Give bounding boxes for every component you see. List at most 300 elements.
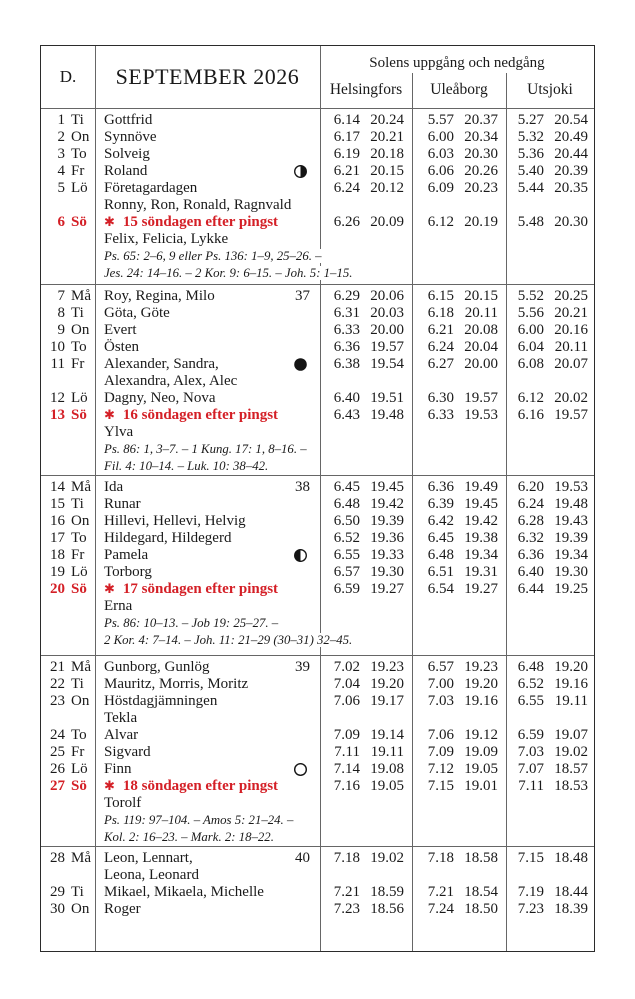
day-number: 14 — [50, 478, 65, 495]
names-cell — [95, 530, 320, 547]
sunrise-time: 6.43 — [333, 406, 360, 423]
star-icon: ✱ — [104, 214, 115, 230]
sunset-time: 20.49 — [554, 128, 588, 145]
sun-times-cell — [412, 390, 506, 407]
scripture-row — [41, 829, 594, 846]
day-row — [41, 356, 594, 373]
weekday-abbr: Sö — [71, 580, 87, 597]
day-row — [41, 390, 594, 407]
sun-times-cell — [412, 659, 506, 676]
sun-times-cell — [506, 676, 593, 693]
day-number: 12 — [50, 389, 65, 406]
day-row — [41, 197, 594, 214]
weekday-abbr: To — [71, 338, 87, 355]
weekday-abbr: Fr — [71, 743, 85, 760]
sun-times-cell — [412, 564, 506, 581]
sun-times-cell — [506, 530, 593, 547]
sun-times-cell — [412, 305, 506, 322]
day-cell — [41, 288, 95, 305]
day-row — [41, 163, 594, 180]
names-cell — [95, 424, 320, 441]
sunset-time: 19.23 — [370, 658, 404, 675]
sunset-time: 19.17 — [370, 692, 404, 709]
sunrise-time: 7.03 — [517, 743, 544, 760]
name-day-names: Runar — [104, 495, 141, 512]
sun-times-cell — [506, 778, 593, 795]
sunset-time: 19.09 — [464, 743, 498, 760]
sun-times-cell — [506, 322, 593, 339]
sunset-time: 19.11 — [370, 743, 404, 760]
sunrise-time: 6.42 — [427, 512, 454, 529]
sunrise-time: 5.44 — [517, 179, 544, 196]
sunrise-time: 6.12 — [517, 389, 544, 406]
weekday-abbr: Må — [71, 658, 91, 675]
sunrise-time: 5.32 — [517, 128, 544, 145]
sunrise-time: 6.09 — [427, 179, 454, 196]
sunrise-time: 6.55 — [517, 692, 544, 709]
sun-times-cell — [412, 581, 506, 598]
names-cell — [95, 761, 320, 778]
day-row — [41, 231, 594, 248]
sunrise-time: 6.45 — [333, 478, 360, 495]
name-day-names: Roger — [104, 900, 141, 917]
name-day-names: Erna — [104, 597, 133, 614]
sunrise-time: 6.00 — [427, 128, 454, 145]
scripture-readings: Ps. 119: 97–104. – Amos 5: 21–24. – — [104, 813, 298, 827]
sun-times-cell — [320, 339, 412, 356]
sunrise-time: 5.27 — [517, 111, 544, 128]
week-number: 39 — [295, 658, 310, 675]
sun-times-cell — [412, 744, 506, 761]
sun-times-cell — [506, 112, 593, 129]
sun-times-cell — [320, 180, 412, 197]
name-day-names: Företagardagen — [104, 179, 198, 196]
day-cell — [41, 180, 95, 197]
day-row — [41, 867, 594, 884]
sunset-time: 19.08 — [370, 760, 404, 777]
sun-times-cell — [506, 407, 593, 424]
day-row — [41, 112, 594, 129]
name-day-names: Hildegard, Hildegerd — [104, 529, 232, 546]
names-cell — [95, 146, 320, 163]
names-cell — [95, 112, 320, 129]
sunset-time: 20.00 — [464, 355, 498, 372]
sunset-time: 18.44 — [554, 883, 588, 900]
day-cell — [41, 146, 95, 163]
day-number: 22 — [50, 675, 65, 692]
sun-times-cell — [412, 530, 506, 547]
sunrise-time: 6.31 — [333, 304, 360, 321]
day-row — [41, 373, 594, 390]
sunset-time: 20.30 — [554, 213, 588, 230]
star-icon: ✱ — [104, 581, 115, 597]
sun-times-cell — [320, 305, 412, 322]
day-row — [41, 146, 594, 163]
sunrise-time: 6.40 — [333, 389, 360, 406]
scripture-readings: Fil. 4: 10–14. – Luk. 10: 38–42. — [104, 459, 273, 473]
sunset-time: 19.39 — [370, 512, 404, 529]
sun-times-cell — [320, 901, 412, 918]
sun-times-cell — [320, 884, 412, 901]
sun-times-cell — [320, 356, 412, 373]
sunset-time: 19.25 — [554, 580, 588, 597]
sunset-time: 19.11 — [554, 692, 588, 709]
day-number: 10 — [50, 338, 65, 355]
sun-times-cell — [412, 761, 506, 778]
sunset-time: 19.49 — [464, 478, 498, 495]
week-number: 40 — [295, 849, 310, 866]
sun-times-cell — [412, 693, 506, 710]
weekday-abbr: Ti — [71, 883, 84, 900]
names-cell — [95, 710, 320, 727]
sunrise-time: 6.27 — [427, 355, 454, 372]
sunrise-time: 6.48 — [333, 495, 360, 512]
day-number: 25 — [50, 743, 65, 760]
day-number: 7 — [57, 287, 65, 304]
day-cell — [41, 547, 95, 564]
sun-times-cell — [506, 884, 593, 901]
sunrise-time: 7.23 — [333, 900, 360, 917]
sunset-time: 19.57 — [370, 338, 404, 355]
name-day-names: Tekla — [104, 709, 138, 726]
sunset-time: 20.37 — [464, 111, 498, 128]
names-cell — [95, 322, 320, 339]
scripture-readings: Ps. 86: 1, 3–7. – 1 Kung. 17: 1, 8–16. – — [104, 442, 312, 456]
week-number: 38 — [295, 478, 310, 495]
sun-times-cell — [320, 676, 412, 693]
feast-day-label: 17 söndagen efter pingst — [122, 580, 279, 597]
city-header-helsingfors: Helsingfors — [329, 81, 403, 99]
name-day-names: Hillevi, Hellevi, Helvig — [104, 512, 246, 529]
sunrise-time: 5.40 — [517, 162, 544, 179]
day-cell — [41, 305, 95, 322]
sunset-time: 20.04 — [464, 338, 498, 355]
sun-times-cell — [412, 884, 506, 901]
sun-times-cell — [506, 496, 593, 513]
day-row — [41, 850, 594, 867]
sunset-time: 19.02 — [370, 849, 404, 866]
name-day-names: Mikael, Mikaela, Michelle — [104, 883, 264, 900]
day-number: 3 — [57, 145, 65, 162]
sunrise-time: 7.21 — [427, 883, 454, 900]
sunrise-time: 7.18 — [333, 849, 360, 866]
sun-times-cell — [412, 547, 506, 564]
names-cell — [95, 180, 320, 197]
sunrise-time: 6.14 — [333, 111, 360, 128]
sun-times-cell — [320, 564, 412, 581]
day-number: 17 — [50, 529, 65, 546]
names-cell — [95, 564, 320, 581]
sunrise-time: 6.21 — [333, 162, 360, 179]
feast-day-label: 16 söndagen efter pingst — [122, 406, 279, 423]
names-cell — [95, 214, 320, 231]
names-cell — [95, 598, 320, 615]
weekday-abbr: On — [71, 900, 90, 917]
sunset-time: 19.16 — [554, 675, 588, 692]
names-cell — [95, 458, 320, 475]
sunset-time: 18.53 — [554, 777, 588, 794]
sunset-time: 20.30 — [464, 145, 498, 162]
sunset-time: 19.42 — [370, 495, 404, 512]
moon-full-icon — [293, 762, 308, 777]
sun-times-cell — [412, 146, 506, 163]
day-cell — [41, 513, 95, 530]
table-header — [41, 46, 594, 108]
day-cell — [41, 778, 95, 795]
scripture-readings: 2 Kor. 4: 7–14. – Joh. 11: 21–29 (30–31) 32–45. — [104, 633, 357, 647]
sun-times-cell — [320, 727, 412, 744]
sun-times-cell — [320, 112, 412, 129]
sun-times-cell — [506, 564, 593, 581]
scripture-row — [41, 615, 594, 632]
sunset-time: 19.57 — [554, 406, 588, 423]
week-block — [41, 108, 594, 284]
weekday-abbr: Må — [71, 849, 91, 866]
sunrise-time: 7.23 — [517, 900, 544, 917]
sunset-time: 20.08 — [464, 321, 498, 338]
day-row — [41, 288, 594, 305]
sunrise-time: 6.59 — [517, 726, 544, 743]
day-cell — [41, 163, 95, 180]
sunrise-time: 7.09 — [333, 726, 360, 743]
names-cell — [95, 248, 320, 265]
sun-times-cell — [412, 112, 506, 129]
day-row — [41, 564, 594, 581]
sunrise-time: 7.15 — [517, 849, 544, 866]
sunrise-time: 6.00 — [517, 321, 544, 338]
names-cell — [95, 778, 320, 795]
sunset-time: 19.20 — [554, 658, 588, 675]
week-block — [41, 655, 594, 846]
sunset-time: 19.45 — [464, 495, 498, 512]
names-cell — [95, 744, 320, 761]
day-column-header: D. — [59, 66, 77, 86]
sun-times-cell — [320, 778, 412, 795]
names-cell — [95, 513, 320, 530]
sunset-time: 20.02 — [554, 389, 588, 406]
month-title: SEPTEMBER 2026 — [115, 63, 300, 89]
day-number: 19 — [50, 563, 65, 580]
sunset-time: 20.34 — [464, 128, 498, 145]
sun-times-cell — [412, 727, 506, 744]
name-day-names: Finn — [104, 760, 132, 777]
sunset-time: 19.48 — [554, 495, 588, 512]
day-number: 21 — [50, 658, 65, 675]
sunset-time: 20.12 — [370, 179, 404, 196]
week-block — [41, 846, 594, 959]
day-cell — [41, 727, 95, 744]
sun-times-cell — [506, 850, 593, 867]
names-cell — [95, 197, 320, 214]
sunset-time: 19.14 — [370, 726, 404, 743]
names-cell — [95, 867, 320, 884]
names-cell — [95, 441, 320, 458]
day-cell — [41, 676, 95, 693]
sunrise-time: 6.19 — [333, 145, 360, 162]
sun-times-cell — [506, 163, 593, 180]
sunset-time: 20.11 — [554, 338, 588, 355]
sun-times-cell — [320, 761, 412, 778]
sunrise-time: 6.24 — [427, 338, 454, 355]
name-day-names: Alvar — [104, 726, 139, 743]
day-row — [41, 676, 594, 693]
day-number: 8 — [57, 304, 65, 321]
sunrise-time: 6.26 — [333, 213, 360, 230]
scripture-row — [41, 248, 594, 265]
weekday-abbr: To — [71, 726, 87, 743]
city-headers — [320, 73, 594, 108]
day-row — [41, 693, 594, 710]
sunrise-time: 5.36 — [517, 145, 544, 162]
names-cell — [95, 581, 320, 598]
weekday-abbr: Ti — [71, 675, 84, 692]
day-cell — [41, 112, 95, 129]
weekday-abbr: To — [71, 145, 87, 162]
day-row — [41, 581, 594, 598]
moon-new-icon — [293, 357, 308, 372]
sun-times-cell — [412, 129, 506, 146]
sunset-time: 19.54 — [370, 355, 404, 372]
sun-times-cell — [506, 513, 593, 530]
names-cell — [95, 632, 353, 649]
day-cell — [41, 884, 95, 901]
day-row — [41, 598, 594, 615]
sun-times-cell — [320, 288, 412, 305]
sunrise-time: 7.09 — [427, 743, 454, 760]
sunset-time: 19.05 — [464, 760, 498, 777]
sunset-time: 19.57 — [464, 389, 498, 406]
sunrise-time: 7.02 — [333, 658, 360, 675]
sunrise-time: 6.54 — [427, 580, 454, 597]
day-row — [41, 407, 594, 424]
sun-times-cell — [412, 496, 506, 513]
day-cell — [41, 744, 95, 761]
sunrise-time: 6.36 — [517, 546, 544, 563]
sunrise-time: 6.38 — [333, 355, 360, 372]
sunrise-time: 6.03 — [427, 145, 454, 162]
sunset-time: 19.34 — [464, 546, 498, 563]
sunrise-time: 7.03 — [427, 692, 454, 709]
sunset-time: 18.56 — [370, 900, 404, 917]
weekday-abbr: Fr — [71, 162, 85, 179]
sunrise-time: 7.16 — [333, 777, 360, 794]
day-number: 15 — [50, 495, 65, 512]
sun-times-cell — [412, 676, 506, 693]
name-day-names: Östen — [104, 338, 139, 355]
sun-times-cell — [506, 479, 593, 496]
sun-times-cell — [412, 513, 506, 530]
sunrise-time: 7.21 — [333, 883, 360, 900]
sunrise-time: 6.36 — [427, 478, 454, 495]
sun-times-cell — [320, 214, 412, 231]
weekday-abbr: Fr — [71, 355, 85, 372]
names-cell — [95, 812, 320, 829]
sunset-time: 19.20 — [370, 675, 404, 692]
sunset-time: 18.58 — [464, 849, 498, 866]
week-block — [41, 475, 594, 655]
sun-times-cell — [320, 744, 412, 761]
names-cell — [95, 339, 320, 356]
week-number: 37 — [295, 287, 310, 304]
sun-times-cell — [412, 356, 506, 373]
sun-times-cell — [506, 581, 593, 598]
sunrise-time: 6.57 — [427, 658, 454, 675]
sunset-time: 19.36 — [370, 529, 404, 546]
sunset-time: 19.51 — [370, 389, 404, 406]
sunset-time: 20.11 — [464, 304, 498, 321]
name-day-names: Dagny, Neo, Nova — [104, 389, 216, 406]
city-header-utsjoki: Utsjoki — [527, 81, 573, 99]
day-cell — [41, 564, 95, 581]
day-row — [41, 761, 594, 778]
sun-times-header — [320, 46, 594, 108]
sunrise-time: 6.20 — [517, 478, 544, 495]
sun-times-cell — [412, 163, 506, 180]
day-row — [41, 339, 594, 356]
day-number: 28 — [50, 849, 65, 866]
sun-times-cell — [506, 288, 593, 305]
sun-times-cell — [506, 901, 593, 918]
sunrise-time: 6.28 — [517, 512, 544, 529]
weekday-abbr: Må — [71, 287, 91, 304]
sunset-time: 18.59 — [370, 883, 404, 900]
sun-times-cell — [506, 339, 593, 356]
names-cell — [95, 288, 320, 305]
sunrise-time: 6.52 — [333, 529, 360, 546]
name-day-names: Ida — [104, 478, 124, 495]
name-day-names: Torborg — [104, 563, 152, 580]
day-number: 6 — [57, 213, 65, 230]
day-number: 4 — [57, 162, 65, 179]
day-cell — [41, 214, 95, 231]
names-cell — [95, 496, 320, 513]
sunrise-time: 6.15 — [427, 287, 454, 304]
sun-times-cell — [412, 288, 506, 305]
sunrise-time: 7.19 — [517, 883, 544, 900]
sunrise-time: 7.24 — [427, 900, 454, 917]
sunset-time: 18.54 — [464, 883, 498, 900]
sun-times-cell — [320, 547, 412, 564]
names-cell — [95, 231, 320, 248]
names-cell — [95, 163, 320, 180]
day-row — [41, 129, 594, 146]
sun-times-cell — [320, 163, 412, 180]
names-cell — [95, 615, 320, 632]
weekday-abbr: On — [71, 321, 90, 338]
sun-times-cell — [412, 180, 506, 197]
names-cell — [95, 265, 353, 282]
names-cell — [95, 850, 320, 867]
sun-times-cell — [320, 659, 412, 676]
name-day-names: Ronny, Ron, Ronald, Ragnvald — [104, 196, 292, 213]
sunset-time: 20.09 — [370, 213, 404, 230]
weekday-abbr: On — [71, 512, 90, 529]
week-block — [41, 284, 594, 475]
name-day-names: Sigvard — [104, 743, 151, 760]
weekday-abbr: Sö — [71, 213, 87, 230]
scripture-row — [41, 265, 594, 282]
calendar-table — [40, 45, 595, 952]
sunset-time: 19.07 — [554, 726, 588, 743]
day-cell — [41, 322, 95, 339]
sunrise-time: 5.57 — [427, 111, 454, 128]
day-number: 30 — [50, 900, 65, 917]
day-cell — [41, 850, 95, 867]
names-cell — [95, 356, 320, 373]
day-cell — [41, 693, 95, 710]
sun-times-cell — [412, 214, 506, 231]
sunset-time: 20.21 — [554, 304, 588, 321]
